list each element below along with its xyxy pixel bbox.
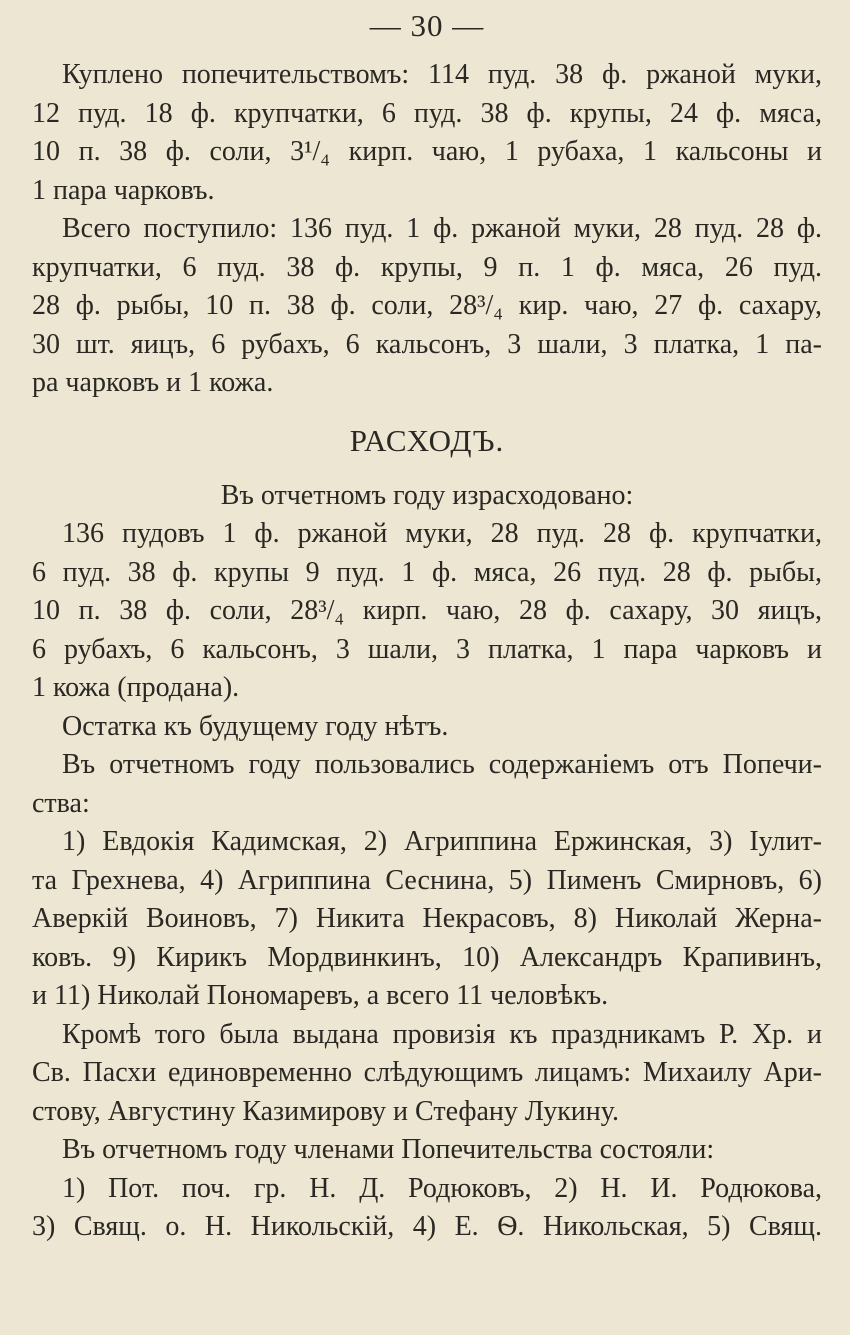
text-line: 28 ф. рыбы, 10 п. 38 ф. соли, 28³/₄ кир. чаю, 27 ф. сахару, [32,290,822,321]
paragraph [32,1016,822,1132]
paragraph [32,56,822,210]
text-line: Въ отчетномъ году членами Попечительства состояли: [62,1134,715,1165]
text-line: и 11) Николай Пономаревъ, а всего 11 человѣкъ. [32,980,609,1011]
text-line: та Грехнева, 4) Агриппина Сеснина, 5) Пименъ Смирновъ, 6) [32,864,822,896]
paragraph [32,746,822,823]
text-line: 1 кожа (продана). [32,672,240,703]
text-line: 10 п. 38 ф. соли, 28³/₄ кирп. чаю, 28 ф. сахару, 30 яицъ, [32,595,822,626]
text-line: Св. Пасхи единовременно слѣдующимъ лицамъ: Михаилу Ари- [32,1057,822,1088]
text-line: 6 пуд. 38 ф. крупы 9 пуд. 1 ф. мяса, 26 пуд. 28 ф. рыбы, [32,556,822,588]
text-line: 30 шт. яицъ, 6 рубахъ, 6 кальсонъ, 3 шали, 3 платка, 1 па- [32,328,822,360]
text-line: стову, Августину Казимирову и Стефану Лукину. [32,1095,619,1127]
text-line: 1) Пот. поч. гр. Н. Д. Родюковъ, 2) Н. И. Родюкова, [62,1172,822,1204]
paragraph [32,515,822,708]
paragraph [32,1131,822,1170]
paragraph [32,708,822,747]
paragraph [32,210,822,403]
text-line: крупчатки, 6 пуд. 38 ф. крупы, 9 п. 1 ф. мяса, 26 пуд. [32,251,822,283]
text-line: Кромѣ того была выдана провизiя къ праздникамъ Р. Хр. и [62,1018,822,1050]
section-heading-expense: РАСХОДЪ. [349,422,505,458]
text-line: 1) Евдокiя Кадимская, 2) Агриппина Ержинская, 3) Iулит- [62,826,822,857]
income-section [32,56,822,403]
text-line: Аверкiй Воиновъ, 7) Никита Некрасовъ, 8) Николай Жерна- [32,903,822,934]
page-number: — 30 — [369,8,485,43]
text-line: ства: [32,787,90,819]
text-line: Всего поступило: 136 пуд. 1 ф. ржаной муки, 28 пуд. 28 ф. [62,213,822,244]
text-line: Куплено попечительствомъ: 114 пуд. 38 ф. ржаной муки, [62,59,822,90]
text-line: ковъ. 9) Кирикъ Мордвинкинъ, 10) Александръ Крапивинъ, [32,941,822,973]
text-line: ра чарковъ и 1 кожа. [32,367,274,398]
text-line: 6 рубахъ, 6 кальсонъ, 3 шали, 3 платка, 1 пара чарковъ и [32,633,822,665]
text-line: Остатка къ будущему году нѣтъ. [62,710,449,742]
text-line: 3) Свящ. о. Н. Никольскiй, 4) Е. Ѳ. Никольская, 5) Свящ. [32,1211,822,1242]
expense-intro: Въ отчетномъ году израсходовано: [220,479,634,511]
text-line: 12 пуд. 18 ф. крупчатки, 6 пуд. 38 ф. крупы, 24 ф. мяса, [32,97,822,129]
text-line: 10 п. 38 ф. соли, 3¹/₄ кирп. чаю, 1 рубаха, 1 кальсоны и [32,136,822,167]
text-line: Въ отчетномъ году пользовались содержанiемъ отъ Попечи- [62,749,822,780]
expense-section [32,515,822,1247]
paragraph [32,1170,822,1247]
text-line: 136 пудовъ 1 ф. ржаной муки, 28 пуд. 28 ф. крупчатки, [62,518,822,549]
text-line: 1 пара чарковъ. [32,174,215,206]
paragraph [32,823,822,1016]
